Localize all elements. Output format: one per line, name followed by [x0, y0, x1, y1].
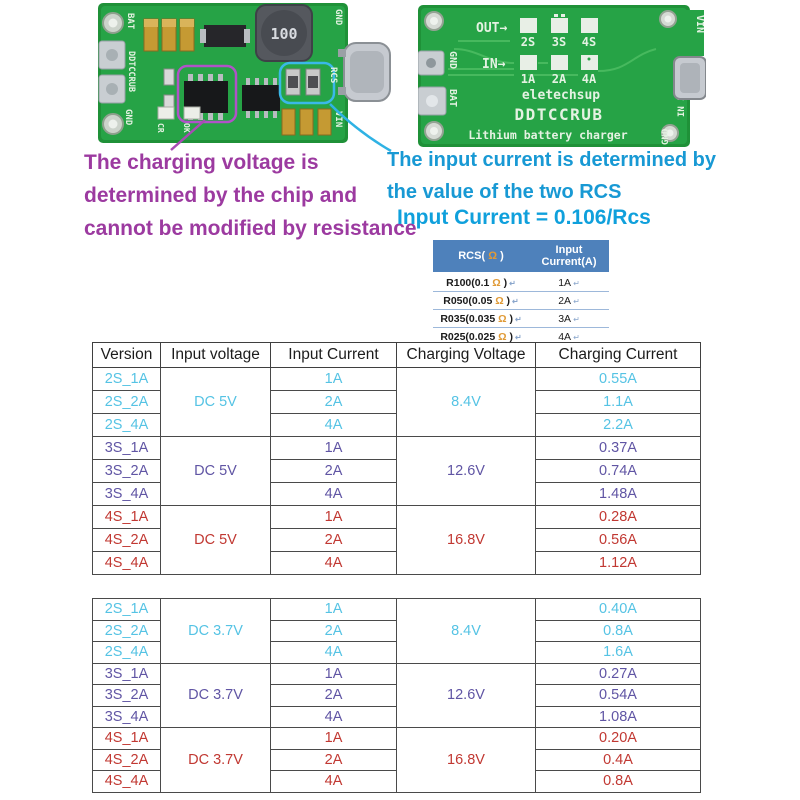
gnd-label: GND [447, 51, 458, 70]
capacitors-top [144, 19, 194, 51]
spec-version-cell: 3S_1A [93, 663, 161, 685]
spec-version-cell: 4S_1A [93, 728, 161, 750]
spec-input-current-cell: 4A [271, 552, 397, 575]
pcb-back-photo [418, 5, 706, 147]
out-2s-label: 2S [520, 35, 536, 49]
spec-header-cell: Input Current [271, 343, 397, 368]
spec-version-cell: 3S_4A [93, 483, 161, 506]
bat-label: BAT [125, 13, 135, 30]
spec-charging-current-cell: 1.1A [536, 391, 701, 414]
spec-input-voltage-cell: DC 3.7V [161, 599, 271, 664]
in-2a-label: 2A [551, 72, 567, 86]
cr-led-label: CR [156, 123, 165, 133]
spec-charging-current-cell: 0.55A [536, 368, 701, 391]
spec-input-voltage-cell: DC 3.7V [161, 663, 271, 728]
note-line: The input current is determined by [387, 149, 716, 171]
micro-usb-connector [674, 57, 706, 99]
spec-version-cell: 2S_4A [93, 642, 161, 664]
bat-label: BAT [447, 89, 458, 108]
spec-charging-current-cell: 1.48A [536, 483, 701, 506]
inductor-value: 100 [270, 25, 298, 43]
spec-version-cell: 4S_2A [93, 749, 161, 771]
spec-charging-voltage-cell: 12.6V [397, 663, 536, 728]
out-3s-label: 3S [551, 35, 567, 49]
spec-input-current-cell: 4A [271, 771, 397, 793]
spec-input-current-cell: 4A [271, 642, 397, 664]
note-line: determined by the chip and [84, 184, 358, 207]
spec-header-cell: Charging Voltage [397, 343, 536, 368]
spec-version-cell: 4S_4A [93, 771, 161, 793]
in-1a-label: 1A [520, 72, 536, 86]
spec-charging-current-cell: 0.40A [536, 599, 701, 621]
spec-charging-current-cell: 0.37A [536, 437, 701, 460]
spec-input-current-cell: 2A [271, 391, 397, 414]
spec-input-current-cell: 1A [271, 728, 397, 750]
rcs-header-cell: Input Current(A) [529, 240, 609, 273]
usb-c-connector [338, 43, 390, 101]
spec-version-cell: 4S_1A [93, 506, 161, 529]
spec-input-voltage-cell: DC 5V [161, 437, 271, 506]
spec-charging-current-cell: 0.8A [536, 620, 701, 642]
spec-version-cell: 3S_2A [93, 685, 161, 707]
out-label: OUT→ [476, 21, 508, 36]
spec-table-dc3v7 [92, 598, 701, 793]
spec-version-cell: 2S_1A [93, 599, 161, 621]
spec-version-cell: 2S_1A [93, 368, 161, 391]
brand-label: eletechsup [521, 88, 601, 103]
charging-voltage-note [84, 146, 417, 245]
spec-input-current-cell: 1A [271, 599, 397, 621]
in-4a-label: 4A [581, 72, 597, 86]
vin-label: VIN [694, 15, 705, 34]
capacitors-bottom [282, 109, 331, 135]
gnd-bottom-label: GND [661, 128, 671, 145]
spec-version-cell: 4S_4A [93, 552, 161, 575]
spec-charging-current-cell: 0.74A [536, 460, 701, 483]
input-current-note [387, 144, 716, 208]
spec-charging-current-cell: 0.8A [536, 771, 701, 793]
model-label: DDTCCRUB [514, 105, 604, 124]
spec-version-cell: 3S_4A [93, 706, 161, 728]
spec-charging-voltage-cell: 16.8V [397, 728, 536, 793]
spec-version-cell: 2S_4A [93, 414, 161, 437]
spec-charging-voltage-cell: 16.8V [397, 506, 536, 575]
rcs-label: RCS [328, 67, 338, 84]
spec-charging-current-cell: 0.56A [536, 529, 701, 552]
spec-version-cell: 2S_2A [93, 391, 161, 414]
spec-input-current-cell: 2A [271, 529, 397, 552]
spec-input-current-cell: 2A [271, 620, 397, 642]
spec-charging-current-cell: 0.28A [536, 506, 701, 529]
vin-label: VIN [333, 111, 343, 128]
note-line: cannot be modified by resistance [84, 217, 417, 240]
note-line: The charging voltage is [84, 151, 319, 174]
spec-input-current-cell: 2A [271, 749, 397, 771]
rcs-current-cell: 2A ↵ [529, 292, 609, 310]
rcs-header-row [433, 240, 609, 273]
spec-table-row [93, 368, 701, 391]
spec-input-current-cell: 4A [271, 706, 397, 728]
spec-input-voltage-cell: DC 5V [161, 368, 271, 437]
spec-charging-voltage-cell: 8.4V [397, 599, 536, 664]
note-line: the value of the two RCS [387, 181, 622, 203]
spec-header-cell: Input voltage [161, 343, 271, 368]
spec-charging-current-cell: 1.6A [536, 642, 701, 664]
rcs-current-cell: 3A ↵ [529, 310, 609, 328]
spec-header-cell: Charging Current [536, 343, 701, 368]
spec-charging-current-cell: 1.08A [536, 706, 701, 728]
input-current-formula: Input Current = 0.106/Rcs [397, 206, 651, 229]
spec-table-row [93, 728, 701, 750]
spec-charging-current-cell: 0.20A [536, 728, 701, 750]
rcs-lookup-table [433, 240, 609, 346]
rcs-value-cell: R035(0.035 Ω ) ↵ [433, 310, 529, 328]
spec-version-cell: 3S_1A [93, 437, 161, 460]
spec-charging-current-cell: 0.54A [536, 685, 701, 707]
out-4s-label: 4S [581, 35, 597, 49]
resistor [164, 69, 174, 85]
spec-input-current-cell: 4A [271, 483, 397, 506]
ok-led-label: OK [182, 123, 191, 133]
in-label: IN→ [482, 57, 506, 72]
spec-input-current-cell: 1A [271, 368, 397, 391]
spec-version-cell: 3S_2A [93, 460, 161, 483]
pcb-front-photo [98, 3, 392, 143]
spec-header-row [93, 343, 701, 368]
spec-input-current-cell: 2A [271, 460, 397, 483]
rcs-value-cell: R050(0.05 Ω ) ↵ [433, 292, 529, 310]
spec-input-current-cell: 1A [271, 506, 397, 529]
rcs-table-row [433, 273, 609, 292]
gnd-top-right-label: GND [333, 9, 343, 26]
rcs-table-row [433, 292, 609, 310]
spec-input-current-cell: 1A [271, 663, 397, 685]
product-label: Lithium battery charger [468, 128, 628, 142]
spec-charging-current-cell: 0.27A [536, 663, 701, 685]
gnd-label: GND [123, 109, 133, 126]
spec-input-voltage-cell: DC 5V [161, 506, 271, 575]
spec-charging-voltage-cell: 8.4V [397, 368, 536, 437]
spec-version-cell: 2S_2A [93, 620, 161, 642]
spec-input-current-cell: 2A [271, 685, 397, 707]
model-label: DDTCCRUB [126, 51, 136, 92]
spec-input-voltage-cell: DC 3.7V [161, 728, 271, 793]
spec-charging-current-cell: 0.4A [536, 749, 701, 771]
spec-charging-current-cell: 2.2A [536, 414, 701, 437]
rcs-value-cell: R100(0.1 Ω ) ↵ [433, 273, 529, 292]
spec-table-row [93, 599, 701, 621]
spec-table-dc5v [92, 342, 701, 575]
spec-table-row [93, 663, 701, 685]
spec-table-row [93, 506, 701, 529]
diode [200, 25, 250, 47]
rcs-current-cell: 4A ↵ [529, 328, 609, 346]
spec-header-cell: Version [93, 343, 161, 368]
inductor [256, 5, 312, 61]
rcs-header-cell: RCS( Ω ) [433, 240, 529, 273]
rcs-current-cell: 1A ↵ [529, 273, 609, 292]
spec-version-cell: 4S_2A [93, 529, 161, 552]
spec-table-row [93, 437, 701, 460]
spec-input-current-cell: 4A [271, 414, 397, 437]
spec-charging-current-cell: 1.12A [536, 552, 701, 575]
in-config-pads [520, 55, 598, 70]
rcs-table-row [433, 310, 609, 328]
spec-charging-voltage-cell: 12.6V [397, 437, 536, 506]
spec-input-current-cell: 1A [271, 437, 397, 460]
rcs-value-cell: R025(0.025 Ω ) ↵ [433, 328, 529, 346]
